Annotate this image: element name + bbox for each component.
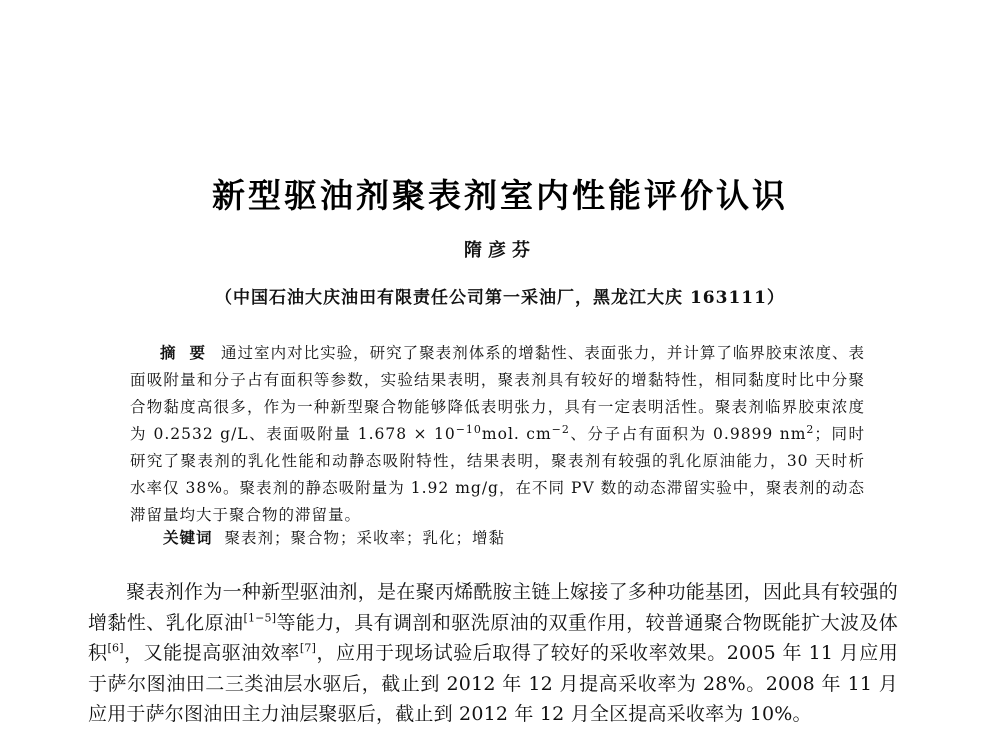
body-paragraph [88,577,898,730]
author-affiliation: （中国石油大庆油田有限责任公司第一采油厂，黑龙江大庆 163111） [215,288,785,308]
abstract-text-3: 、分子占有面积为 0.9899 nm [569,425,807,443]
abstract-text-2: mol. cm [481,425,552,443]
citation-1: [1−5] [243,611,277,625]
abstract-sup-3: 2 [806,422,815,436]
abstract-label: 摘要 [160,344,220,362]
paper-title: 新型驱油剂聚表剂室内性能评价认识 [212,176,788,215]
body-text-4: ，应用于现场试验后取得了较好的采收率效果。2005 年 11 月应用于萨尔图油田二三类油层水驱后，截止到 2012 年 12 月提高采收率为 28%。2008 年 11 月应用于萨尔图油田主力油层聚驱后，截止到 2012 年 12 月全区提高采收率为 10%。 [88,642,899,725]
body-text-2: 等能力，具有调剖和驱洗原油的双重作用，较普通聚合物既能扩大波及体积 [88,611,899,664]
body-text-3: ，又能提高驱油效率 [123,642,300,664]
body-text-1: 聚表剂作为一种新型驱油剂，是在聚丙烯酰胺主链上嫁接了多种功能基团，因此具有较强的增黏性、乳化原油 [88,581,898,634]
abstract-sup-1: −10 [455,422,482,436]
abstract-sup-2: −2 [551,422,570,436]
citation-2: [6] [107,641,124,655]
keywords-label: 关键词 [163,529,213,547]
keywords-text: 聚表剂；聚合物；采收率；乳化；增黏 [224,529,506,547]
citation-3: [7] [299,641,317,655]
author-name: 隋彦芬 [464,240,536,261]
abstract-text-1: 通过室内对比实验，研究了聚表剂体系的增黏性、表面张力，并计算了临界胶束浓度、表面吸附量和分子占有面积等参数，实验结果表明，聚表剂具有较好的增黏特性，相同黏度时比中分聚合物黏度高很多，作为一种新型聚合物能够降低表明张力，具有一定表明活性。聚表剂临界胶束浓度为 0.2532 g/L、表面吸附量 1.678 × 10 [130,344,865,443]
abstract [130,340,865,529]
keywords [163,526,505,548]
abstract-text-4: ；同时研究了聚表剂的乳化性能和动静态吸附特性，结果表明，聚表剂有较强的乳化原油能力，30 天时析水率仅 38%。聚表剂的静态吸附量为 1.92 mg/g，在不同 PV 数的动态滞留实验中，聚表剂的动态滞留量均大于聚合物的滞留量。 [130,425,865,524]
